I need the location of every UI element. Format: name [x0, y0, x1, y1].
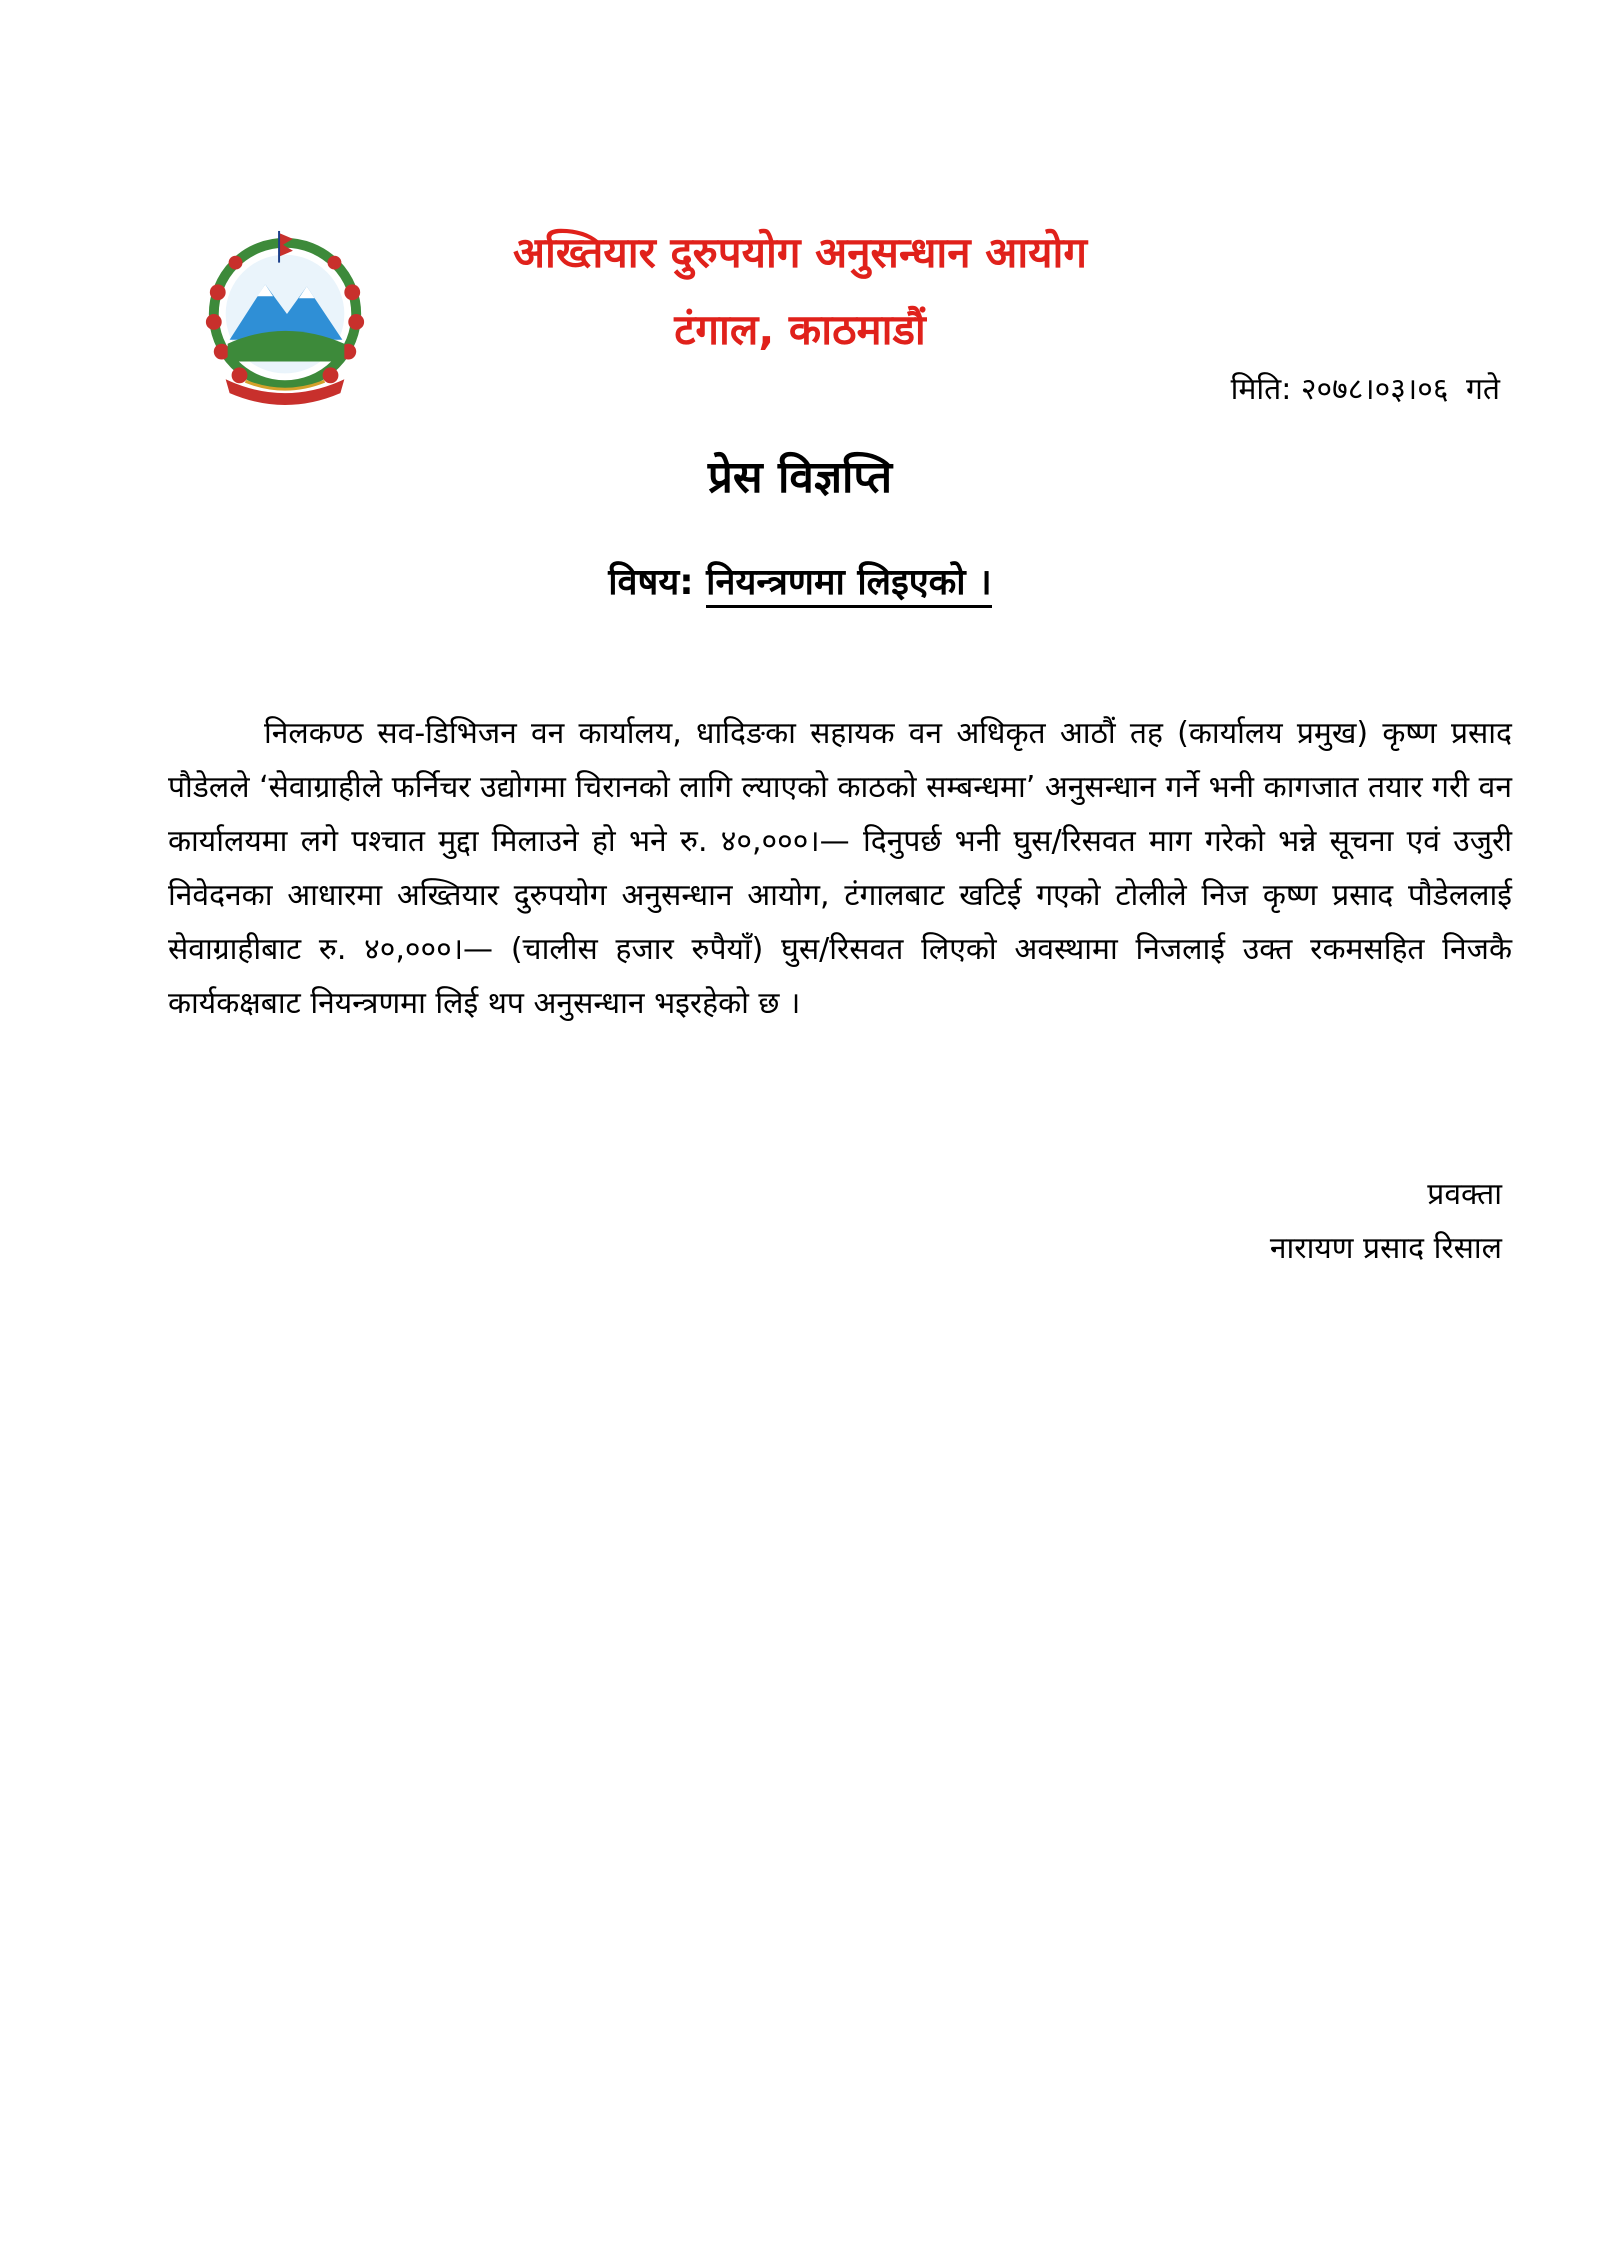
date-value: २०७८।०३।०६ [1300, 372, 1449, 407]
signature-role: प्रवक्ता [1427, 1177, 1502, 1212]
subject-line [0, 560, 1600, 606]
subject-value: नियन्त्रणमा लिइएको । [706, 562, 992, 608]
body-paragraph: निलकण्ठ सव-डिभिजन वन कार्यालय, धादिङका सहायक वन अधिकृत आठौं तह (कार्यालय प्रमुख) कृष्ण प्रसाद पौडेलले ‘सेवाग्राहीले फर्निचर उद्योगमा चिरानको लागि ल्याएको काठको सम्बन्धमा’ अनुसन्धान गर्ने भनी कागजात तयार गरी वन कार्यालयमा लगे पश्चात मुद्दा मिलाउने हो भने रु. ४०,०००।— दिनुपर्छ भनी घुस/रिसवत माग गरेको भन्ने सूचना एवं उजुरी निवेदनका आधारमा अख्तियार दुरुपयोग अनुसन्धान आयोग, टंगालबाट खटिई गएको टोलीले निज कृष्ण प्रसाद पौडेललाई सेवाग्राहीबाट रु. ४०,०००।— (चालीस हजार रुपैयाँ) घुस/रिसवत लिएको अवस्थामा निजलाई उक्त रकमसहित निजकै कार्यकक्षबाट नियन्त्रणमा लिई थप अनुसन्धान भइरहेको छ । [168, 716, 1512, 1021]
date-suffix: गते [1466, 372, 1500, 407]
date-line [1231, 370, 1500, 410]
signature-block [1270, 1168, 1502, 1276]
organization-address: टंगाल, काठमाडौं [674, 305, 926, 354]
date-label: मिति: [1230, 372, 1292, 407]
organization-name: अख्तियार दुरुपयोग अनुसन्धान आयोग [512, 228, 1088, 277]
document-title: प्रेस विज्ञप्ति [707, 452, 893, 503]
signature-name: नारायण प्रसाद रिसाल [1269, 1231, 1502, 1266]
subject-label: विषय: [608, 562, 694, 603]
